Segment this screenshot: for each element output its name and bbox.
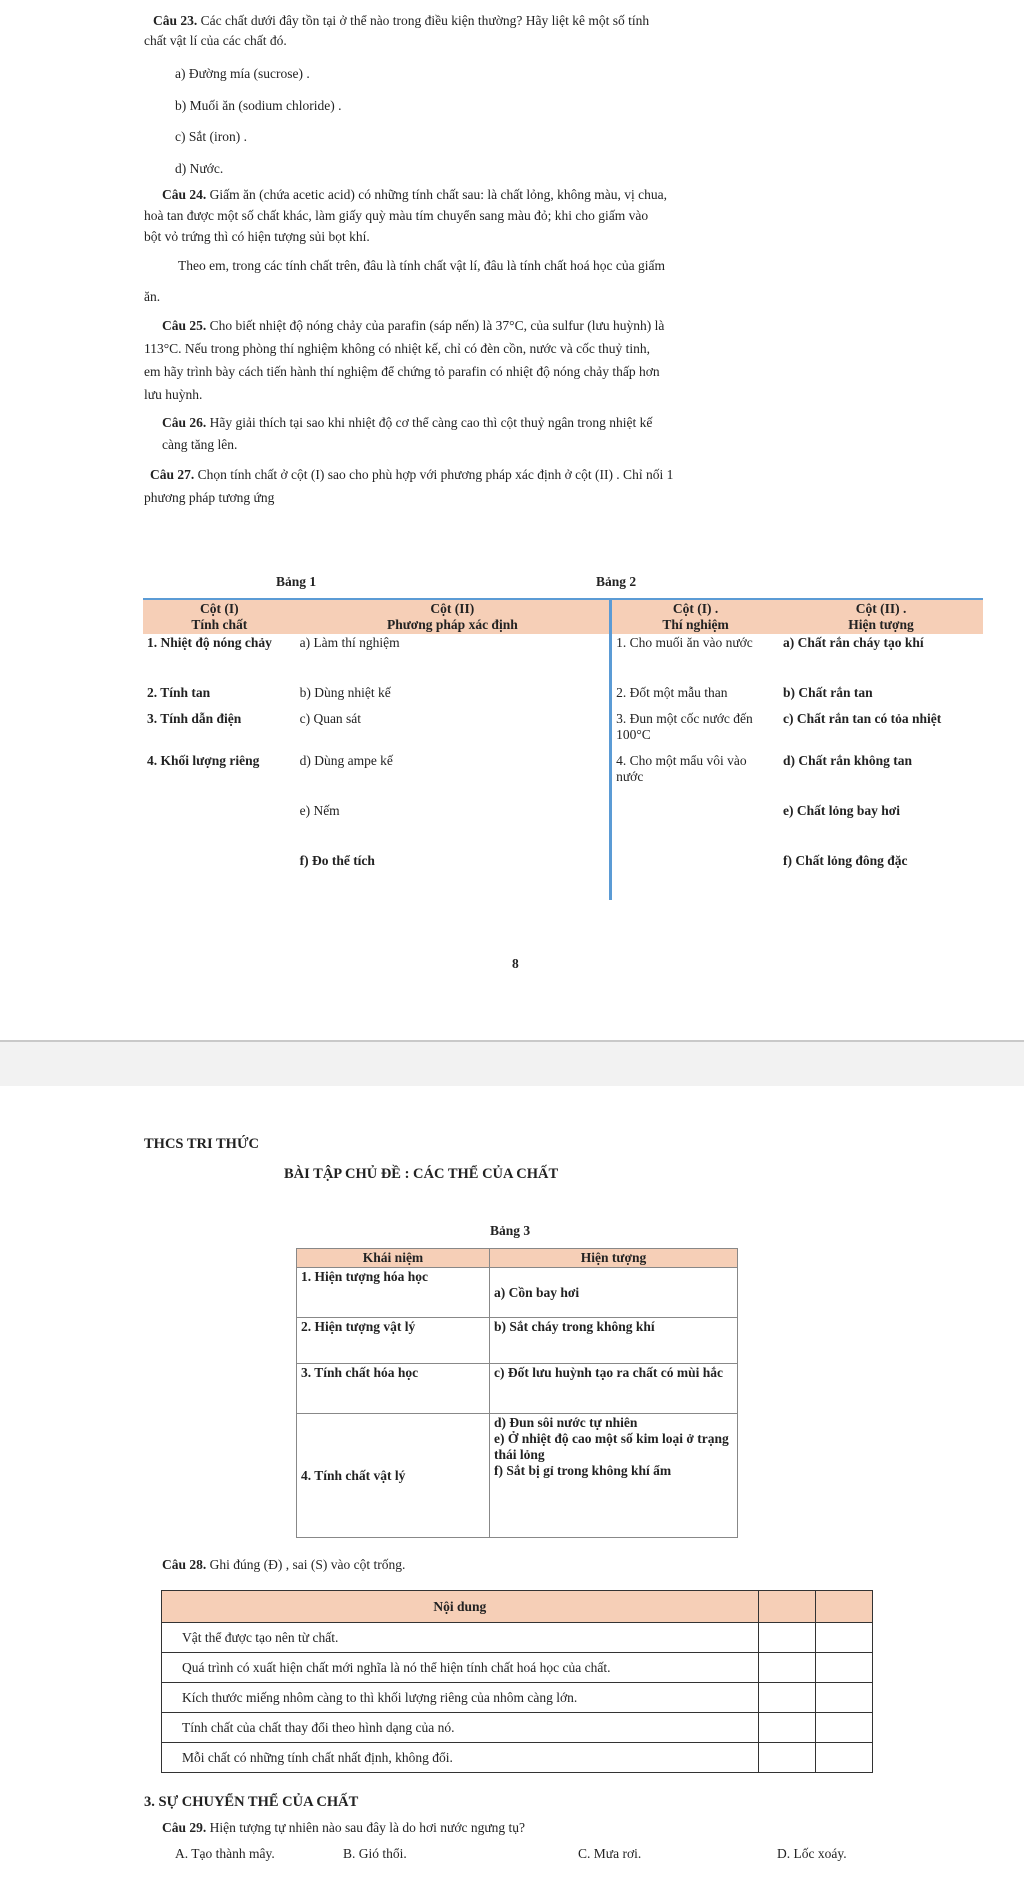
cell (490, 1414, 738, 1538)
cell: c) Đốt lưu huỳnh tạo ra chất có mùi hắc (490, 1364, 738, 1414)
q24-text1: Giấm ăn (chứa acetic acid) có những tính chất sau: là chất lỏng, không màu, vị chua, (209, 187, 667, 202)
statement-cell: Tính chất của chất thay đổi theo hình dạng của nó. (162, 1713, 759, 1743)
q24-label: Câu 24. (162, 187, 207, 202)
header-c1a: Cột (I) (199, 601, 239, 616)
statement-cell: Quá trình có xuất hiện chất mới nghĩa là nó thể hiện tính chất hoá học của chất. (162, 1653, 759, 1683)
q24-line1 (162, 187, 667, 203)
answer-cell[interactable] (815, 1653, 872, 1683)
answer-cell[interactable] (815, 1683, 872, 1713)
cell (143, 852, 296, 900)
table-row (143, 634, 983, 684)
cell: b) Dùng nhiệt kế (296, 684, 611, 710)
statement-cell: Vật thể được tạo nên từ chất. (162, 1623, 759, 1653)
header-col-III (611, 599, 779, 634)
answer-cell[interactable] (758, 1743, 815, 1773)
answer-cell[interactable] (815, 1743, 872, 1773)
cell: 3. Đun một cốc nước đến 100°C (611, 710, 779, 752)
table-true-false (161, 1590, 873, 1773)
cell: 4. Tính chất vật lý (297, 1414, 490, 1538)
header-c4b: Hiện tượng (848, 617, 914, 632)
header-c1b: Tính chất (191, 617, 248, 632)
header-hien-tuong: Hiện tượng (490, 1249, 738, 1268)
header-col-I (143, 599, 296, 634)
statement-cell: Mỗi chất có những tính chất nhất định, không đổi. (162, 1743, 759, 1773)
answer-cell[interactable] (758, 1683, 815, 1713)
matching-table-1-2 (143, 598, 983, 900)
cell: 1. Hiện tượng hóa học (297, 1268, 490, 1318)
table-row (162, 1713, 873, 1743)
cell: 3. Tính dẫn điện (143, 710, 296, 752)
cell: 2. Tính tan (143, 684, 296, 710)
page-number: 8 (512, 956, 519, 971)
q26-line2: càng tăng lên. (162, 437, 238, 452)
header-c3b: Thí nghiệm (662, 617, 729, 632)
cell: f) Chất lỏng đông đặc (779, 852, 983, 900)
q23-option-a: a) Đường mía (sucrose) . (175, 66, 310, 81)
table-header-row (297, 1249, 738, 1268)
q25-line1 (162, 318, 664, 334)
header-noi-dung: Nội dung (162, 1591, 759, 1623)
cell: 2. Đốt một mẫu than (611, 684, 779, 710)
answer-cell[interactable] (815, 1623, 872, 1653)
q26-label: Câu 26. (162, 415, 207, 430)
bang3-title: Bảng 3 (490, 1223, 531, 1238)
statement-cell: Kích thước miếng nhôm càng to thì khối lượng riêng của nhôm càng lớn. (162, 1683, 759, 1713)
bang2-title: Bảng 2 (596, 574, 637, 589)
table-row (162, 1623, 873, 1653)
table-bang3 (296, 1248, 738, 1538)
cell: a) Làm thí nghiệm (296, 634, 611, 684)
table-row (143, 802, 983, 852)
q24-line2: hoà tan được một số chất khác, làm giấy quỳ màu tím chuyển sang màu đỏ; khi cho giấm vào (144, 208, 649, 223)
cell: 1. Cho muối ăn vào nước (611, 634, 779, 684)
cell: 4. Cho một mẩu vôi vào nước (611, 752, 779, 802)
cell: d) Chất rắn không tan (779, 752, 983, 802)
header-blank-1 (758, 1591, 815, 1623)
q24-line3: bột vỏ trứng thì có hiện tượng sủi bọt khí. (144, 229, 370, 244)
q24-line5: ăn. (144, 289, 161, 304)
q27-line2: phương pháp tương ứng (144, 490, 275, 505)
bang1-title: Bảng 1 (276, 574, 317, 589)
header-blank-2 (815, 1591, 872, 1623)
q25-line3: em hãy trình bày cách tiến hành thí nghiệm để chứng tỏ parafin có nhiệt độ nóng chảy thấp hơn (144, 364, 660, 379)
table-row (162, 1743, 873, 1773)
q25-line4: lưu huỳnh. (144, 387, 203, 402)
q28-text: Ghi đúng (Đ) , sai (S) vào cột trống. (209, 1557, 406, 1572)
cell: 4. Khối lượng riêng (143, 752, 296, 802)
phenomenon-d: d) Đun sôi nước tự nhiên (494, 1415, 638, 1430)
q26-line1 (162, 415, 652, 431)
cell: 3. Tính chất hóa học (297, 1364, 490, 1414)
q29-option-d: D. Lốc xoáy. (777, 1846, 847, 1861)
table-row (143, 684, 983, 710)
phenomenon-e: e) Ở nhiệt độ cao một số kim loại ở trạng thái lỏng (494, 1431, 729, 1462)
header-col-IV (779, 599, 983, 634)
header-c3a: Cột (I) . (672, 601, 719, 616)
table-header-row (162, 1591, 873, 1623)
cell: c) Chất rắn tan có tỏa nhiệt (779, 710, 983, 752)
table-row (297, 1268, 738, 1318)
cell: 2. Hiện tượng vật lý (297, 1318, 490, 1364)
cell (143, 802, 296, 852)
header-khai-niem: Khái niệm (297, 1249, 490, 1268)
table-row (143, 752, 983, 802)
cell: d) Dùng ampe kế (296, 752, 611, 802)
q29-text: Hiện tượng tự nhiên nào sau đây là do hơi nước ngưng tụ? (209, 1820, 526, 1835)
cell: c) Quan sát (296, 710, 611, 752)
page-separator (0, 1040, 1024, 1086)
answer-cell[interactable] (815, 1713, 872, 1743)
worksheet-title: BÀI TẬP CHỦ ĐỀ : CÁC THỂ CỦA CHẤT (284, 1166, 559, 1182)
cell (611, 852, 779, 900)
q27-line1 (150, 467, 673, 483)
q23-line1 (153, 13, 649, 29)
q24-line4: Theo em, trong các tính chất trên, đâu là tính chất vật lí, đâu là tính chất hoá học của giấm (178, 258, 665, 273)
table-row (297, 1364, 738, 1414)
table-row (143, 710, 983, 752)
phenomenon-f: f) Sắt bị gỉ trong không khí ẩm (494, 1463, 672, 1478)
q23-text1: Các chất dưới đây tồn tại ở thể nào trong điều kiện thường? Hãy liệt kê một số tính (200, 13, 650, 28)
table-row (143, 852, 983, 900)
table-row (297, 1318, 738, 1364)
answer-cell[interactable] (758, 1623, 815, 1653)
q25-label: Câu 25. (162, 318, 207, 333)
q29-label: Câu 29. (162, 1820, 207, 1835)
q23-option-d: d) Nước. (175, 161, 224, 176)
q25-text1: Cho biết nhiệt độ nóng chảy của parafin (sáp nến) là 37°C, của sulfur (lưu huỳnh) là (209, 318, 665, 333)
answer-cell[interactable] (758, 1713, 815, 1743)
table-header-row (143, 599, 983, 634)
q26-text1: Hãy giải thích tại sao khi nhiệt độ cơ thể càng cao thì cột thuỷ ngân trong nhiệt kế (209, 415, 653, 430)
q28-line (162, 1557, 405, 1573)
table-row (162, 1683, 873, 1713)
q25-line2: 113°C. Nếu trong phòng thí nghiệm không có nhiệt kế, chỉ có đèn cồn, nước và cốc thuỷ tinh, (144, 341, 651, 356)
cell: b) Sắt cháy trong không khí (490, 1318, 738, 1364)
cell: a) Chất rắn cháy tạo khí (779, 634, 983, 684)
q29-option-a: A. Tạo thành mây. (175, 1846, 275, 1861)
q23-option-c: c) Sắt (iron) . (175, 129, 247, 144)
q29-line (162, 1820, 525, 1836)
q29-option-c: C. Mưa rơi. (578, 1846, 642, 1861)
table-row (297, 1414, 738, 1538)
header-c2b: Phương pháp xác định (386, 617, 518, 632)
cell: a) Cồn bay hơi (490, 1268, 738, 1318)
header-c2a: Cột (II) (430, 601, 475, 616)
q23-option-b: b) Muối ăn (sodium chloride) . (175, 98, 342, 113)
q27-text1: Chọn tính chất ở cột (I) sao cho phù hợp với phương pháp xác định ở cột (II) . Chỉ nối 1 (197, 467, 674, 482)
table-row (162, 1653, 873, 1683)
cell: e) Nếm (296, 802, 611, 852)
header-col-II (296, 599, 611, 634)
cell: b) Chất rắn tan (779, 684, 983, 710)
cell (611, 802, 779, 852)
cell: f) Đo thể tích (296, 852, 611, 900)
school-name: THCS TRI THỨC (144, 1136, 259, 1152)
q28-label: Câu 28. (162, 1557, 207, 1572)
answer-cell[interactable] (758, 1653, 815, 1683)
q27-label: Câu 27. (150, 467, 195, 482)
q29-option-b: B. Gió thổi. (343, 1846, 407, 1861)
cell: 1. Nhiệt độ nóng chảy (143, 634, 296, 684)
q23-line2: chất vật lí của các chất đó. (144, 33, 287, 48)
cell: e) Chất lỏng bay hơi (779, 802, 983, 852)
section-3-heading: 3. SỰ CHUYỂN THỂ CỦA CHẤT (144, 1794, 359, 1810)
header-c4a: Cột (II) . (855, 601, 907, 616)
q23-label: Câu 23. (153, 13, 198, 28)
